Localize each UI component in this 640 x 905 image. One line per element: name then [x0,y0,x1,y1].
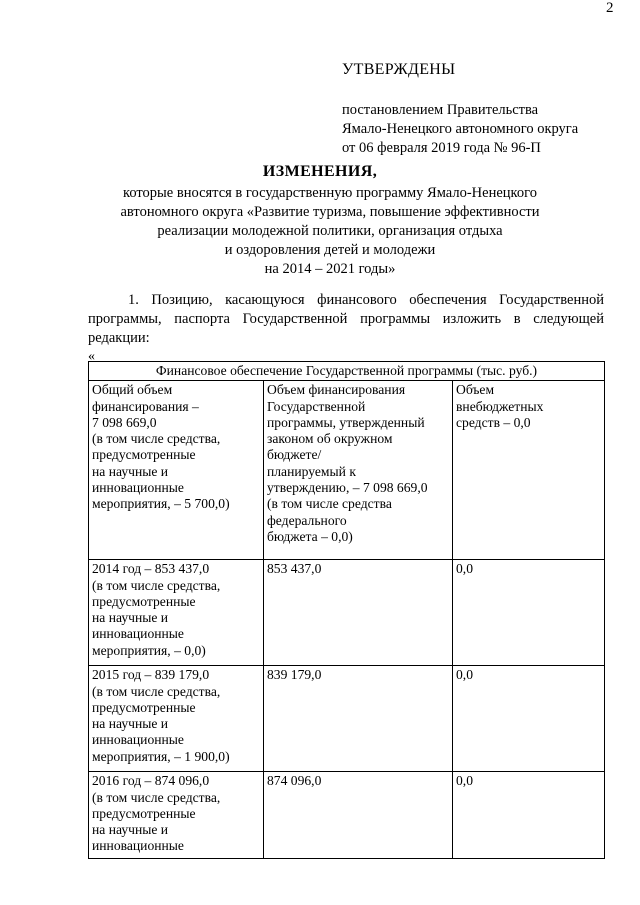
cell-text: 2016 год – 874 096,0 (в том числе средства, предусмотренные на научные и инновационные [92,773,221,854]
table-cell [89,560,264,666]
table-header-row [89,362,605,381]
subtitle-line: автономного округа «Развитие туризма, повышение эффективности [120,204,540,220]
table-cell [453,772,605,859]
table-cell [453,560,605,666]
table-row [89,381,605,560]
approval-line: постановлением Правительства [342,102,539,118]
approval-title: УТВЕРЖДЕНЫ [342,61,456,78]
subtitle-line: которые вносятся в государственную программу Ямало-Ненецкого [123,185,537,201]
document-title: ИЗМЕНЕНИЯ, [262,163,378,180]
cell-text: Объем внебюджетных средств – 0,0 [456,382,544,430]
cell-text: 2014 год – 853 437,0 (в том числе средства, предусмотренные на научные и инновационные мероприятия, – 0,0) [92,561,221,658]
opening-quote: « [88,349,95,364]
subtitle-line: и оздоровления детей и молодежи [224,242,436,258]
amendment-paragraph: 1. Позицию, касающуюся финансового обеспечения Государственной программы, паспорта Государственной программы изложить в следующей редакции: [88,292,604,346]
table-cell [264,560,453,666]
table-cell [89,666,264,772]
cell-text: 839 179,0 [267,667,322,683]
table-cell [453,666,605,772]
cell-text: 0,0 [456,561,473,577]
cell-text: Общий объем финансирования – 7 098 669,0 (в том числе средства, предусмотренные на научные и инновационные мероприятия, – 5 700,0) [92,382,230,512]
document-subtitle [100,184,560,279]
approval-line: от 06 февраля 2019 года № 96-П [342,140,541,156]
approval-block [342,60,632,158]
table-cell [264,772,453,859]
approval-line: Ямало-Ненецкого автономного округа [342,121,579,137]
cell-text: Объем финансирования Государственной программы, утвержденный законом об окружном бюджете/ планируемый к утверждению, – 7 098 669,0 (в том числе средства федерального бюджета – 0,0) [267,382,428,544]
cell-text: 0,0 [456,667,473,683]
table-row [89,666,605,772]
table-row [89,772,605,859]
table-cell [264,381,453,560]
cell-text: 2015 год – 839 179,0 (в том числе средства, предусмотренные на научные и инновационные мероприятия, – 1 900,0) [92,667,230,764]
financing-table [88,361,605,859]
cell-text: 874 096,0 [267,773,322,789]
subtitle-line: на 2014 – 2021 годы» [264,261,396,277]
table-cell [89,772,264,859]
cell-text: 853 437,0 [267,561,322,577]
table-row [89,560,605,666]
table-header: Финансовое обеспечение Государственной программы (тыс. руб.) [89,362,605,381]
table-cell [89,381,264,560]
table-cell [453,381,605,560]
subtitle-line: реализации молодежной политики, организация отдыха [157,223,503,239]
page-number: 2 [606,0,614,16]
table-cell [264,666,453,772]
cell-text: 0,0 [456,773,473,789]
